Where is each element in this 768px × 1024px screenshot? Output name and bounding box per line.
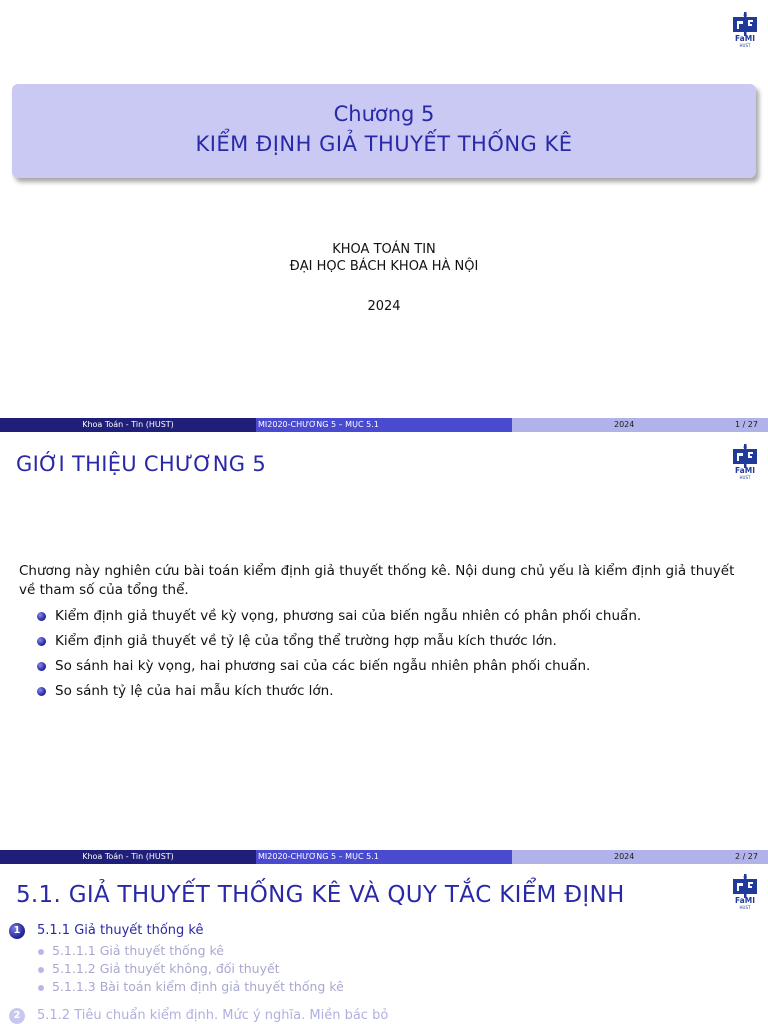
toc-subsection[interactable] xyxy=(38,942,344,960)
chapter-title: KIỂM ĐỊNH GIẢ THUYẾT THỐNG KÊ xyxy=(195,132,573,156)
section-label: 5.1.2 Tiêu chuẩn kiểm định. Mức ý nghĩa. Miền bác bỏ xyxy=(37,1008,389,1023)
logo-sub-text: HUST xyxy=(739,905,751,910)
logo-brand-text: FaMI xyxy=(735,896,755,905)
page-number: 1 / 27 xyxy=(734,420,758,429)
list-item xyxy=(37,682,641,707)
fami-logo xyxy=(732,874,758,912)
bullet-text: So sánh hai kỳ vọng, hai phương sai của các biến ngẫu nhiên phân phối chuẩn. xyxy=(55,658,591,674)
author-line-1: KHOA TOÁN TIN xyxy=(332,242,436,257)
bullet-text: Kiểm định giả thuyết về kỳ vọng, phương sai của biến ngẫu nhiên có phân phối chuẩn. xyxy=(55,608,642,624)
fami-logo xyxy=(732,12,758,50)
subsection-label: 5.1.1.3 Bài toán kiểm định giả thuyết thống kê xyxy=(52,979,344,994)
slide-2 xyxy=(0,432,768,864)
footer-right xyxy=(512,850,768,864)
bullet-icon xyxy=(38,985,44,991)
slide-footer xyxy=(0,418,768,432)
slide-footer xyxy=(0,850,768,864)
toc-subsection-list xyxy=(38,942,344,996)
footer-author: Khoa Toán - Tin (HUST) xyxy=(0,418,256,432)
fami-logo-icon xyxy=(733,444,757,468)
bullet-icon xyxy=(37,662,46,671)
footer-course: MI2020-CHƯƠNG 5 – MỤC 5.1 xyxy=(256,850,512,864)
subsection-label: 5.1.1.2 Giả thuyết không, đối thuyết xyxy=(52,961,280,976)
logo-sub-text: HUST xyxy=(739,475,751,480)
section-number-badge: 2 xyxy=(9,1008,25,1024)
footer-author: Khoa Toán - Tin (HUST) xyxy=(0,850,256,864)
slide-1 xyxy=(0,0,768,432)
page-number: 2 / 27 xyxy=(734,852,758,861)
bullet-text: Kiểm định giả thuyết về tỷ lệ của tổng thể trường hợp mẫu kích thước lớn. xyxy=(55,633,557,649)
bullet-icon xyxy=(37,612,46,621)
title-block xyxy=(12,84,756,178)
intro-paragraph: Chương này nghiên cứu bài toán kiểm định giả thuyết thống kê. Nội dung chủ yếu là kiểm định giả thuyết về tham số của tổng thể. xyxy=(19,563,735,598)
slide-3 xyxy=(0,864,768,1024)
bullet-icon xyxy=(37,637,46,646)
toc-subsection[interactable] xyxy=(38,978,344,996)
fami-logo xyxy=(732,444,758,482)
fami-logo-icon xyxy=(733,874,757,898)
bullet-icon xyxy=(38,949,44,955)
list-item xyxy=(37,657,641,682)
toc-subsection[interactable] xyxy=(38,960,344,978)
author-line-2: ĐẠI HỌC BÁCH KHOA HÀ NỘI xyxy=(289,259,479,274)
bullet-icon xyxy=(38,967,44,973)
logo-brand-text: FaMI xyxy=(735,34,755,43)
frame-title: 5.1. GIẢ THUYẾT THỐNG KÊ VÀ QUY TẮC KIỂM ĐỊNH xyxy=(16,882,625,908)
logo-brand-text: FaMI xyxy=(735,466,755,475)
footer-year: 2024 xyxy=(614,420,635,429)
subsection-label: 5.1.1.1 Giả thuyết thống kê xyxy=(52,943,224,958)
bullet-icon xyxy=(37,687,46,696)
bullet-list xyxy=(37,607,641,707)
bullet-text: So sánh tỷ lệ của hai mẫu kích thước lớn. xyxy=(55,683,334,699)
list-item xyxy=(37,632,641,657)
footer-course: MI2020-CHƯƠNG 5 – MỤC 5.1 xyxy=(256,418,512,432)
footer-right xyxy=(512,418,768,432)
list-item xyxy=(37,607,641,632)
footer-year: 2024 xyxy=(614,852,635,861)
section-label: 5.1.1 Giả thuyết thống kê xyxy=(37,923,204,938)
presentation-date: 2024 xyxy=(367,299,401,314)
frame-title: GIỚI THIỆU CHƯƠNG 5 xyxy=(16,452,266,476)
chapter-number: Chương 5 xyxy=(333,102,435,126)
logo-sub-text: HUST xyxy=(739,43,751,48)
section-number-badge: 1 xyxy=(9,923,25,939)
fami-logo-icon xyxy=(733,12,757,36)
